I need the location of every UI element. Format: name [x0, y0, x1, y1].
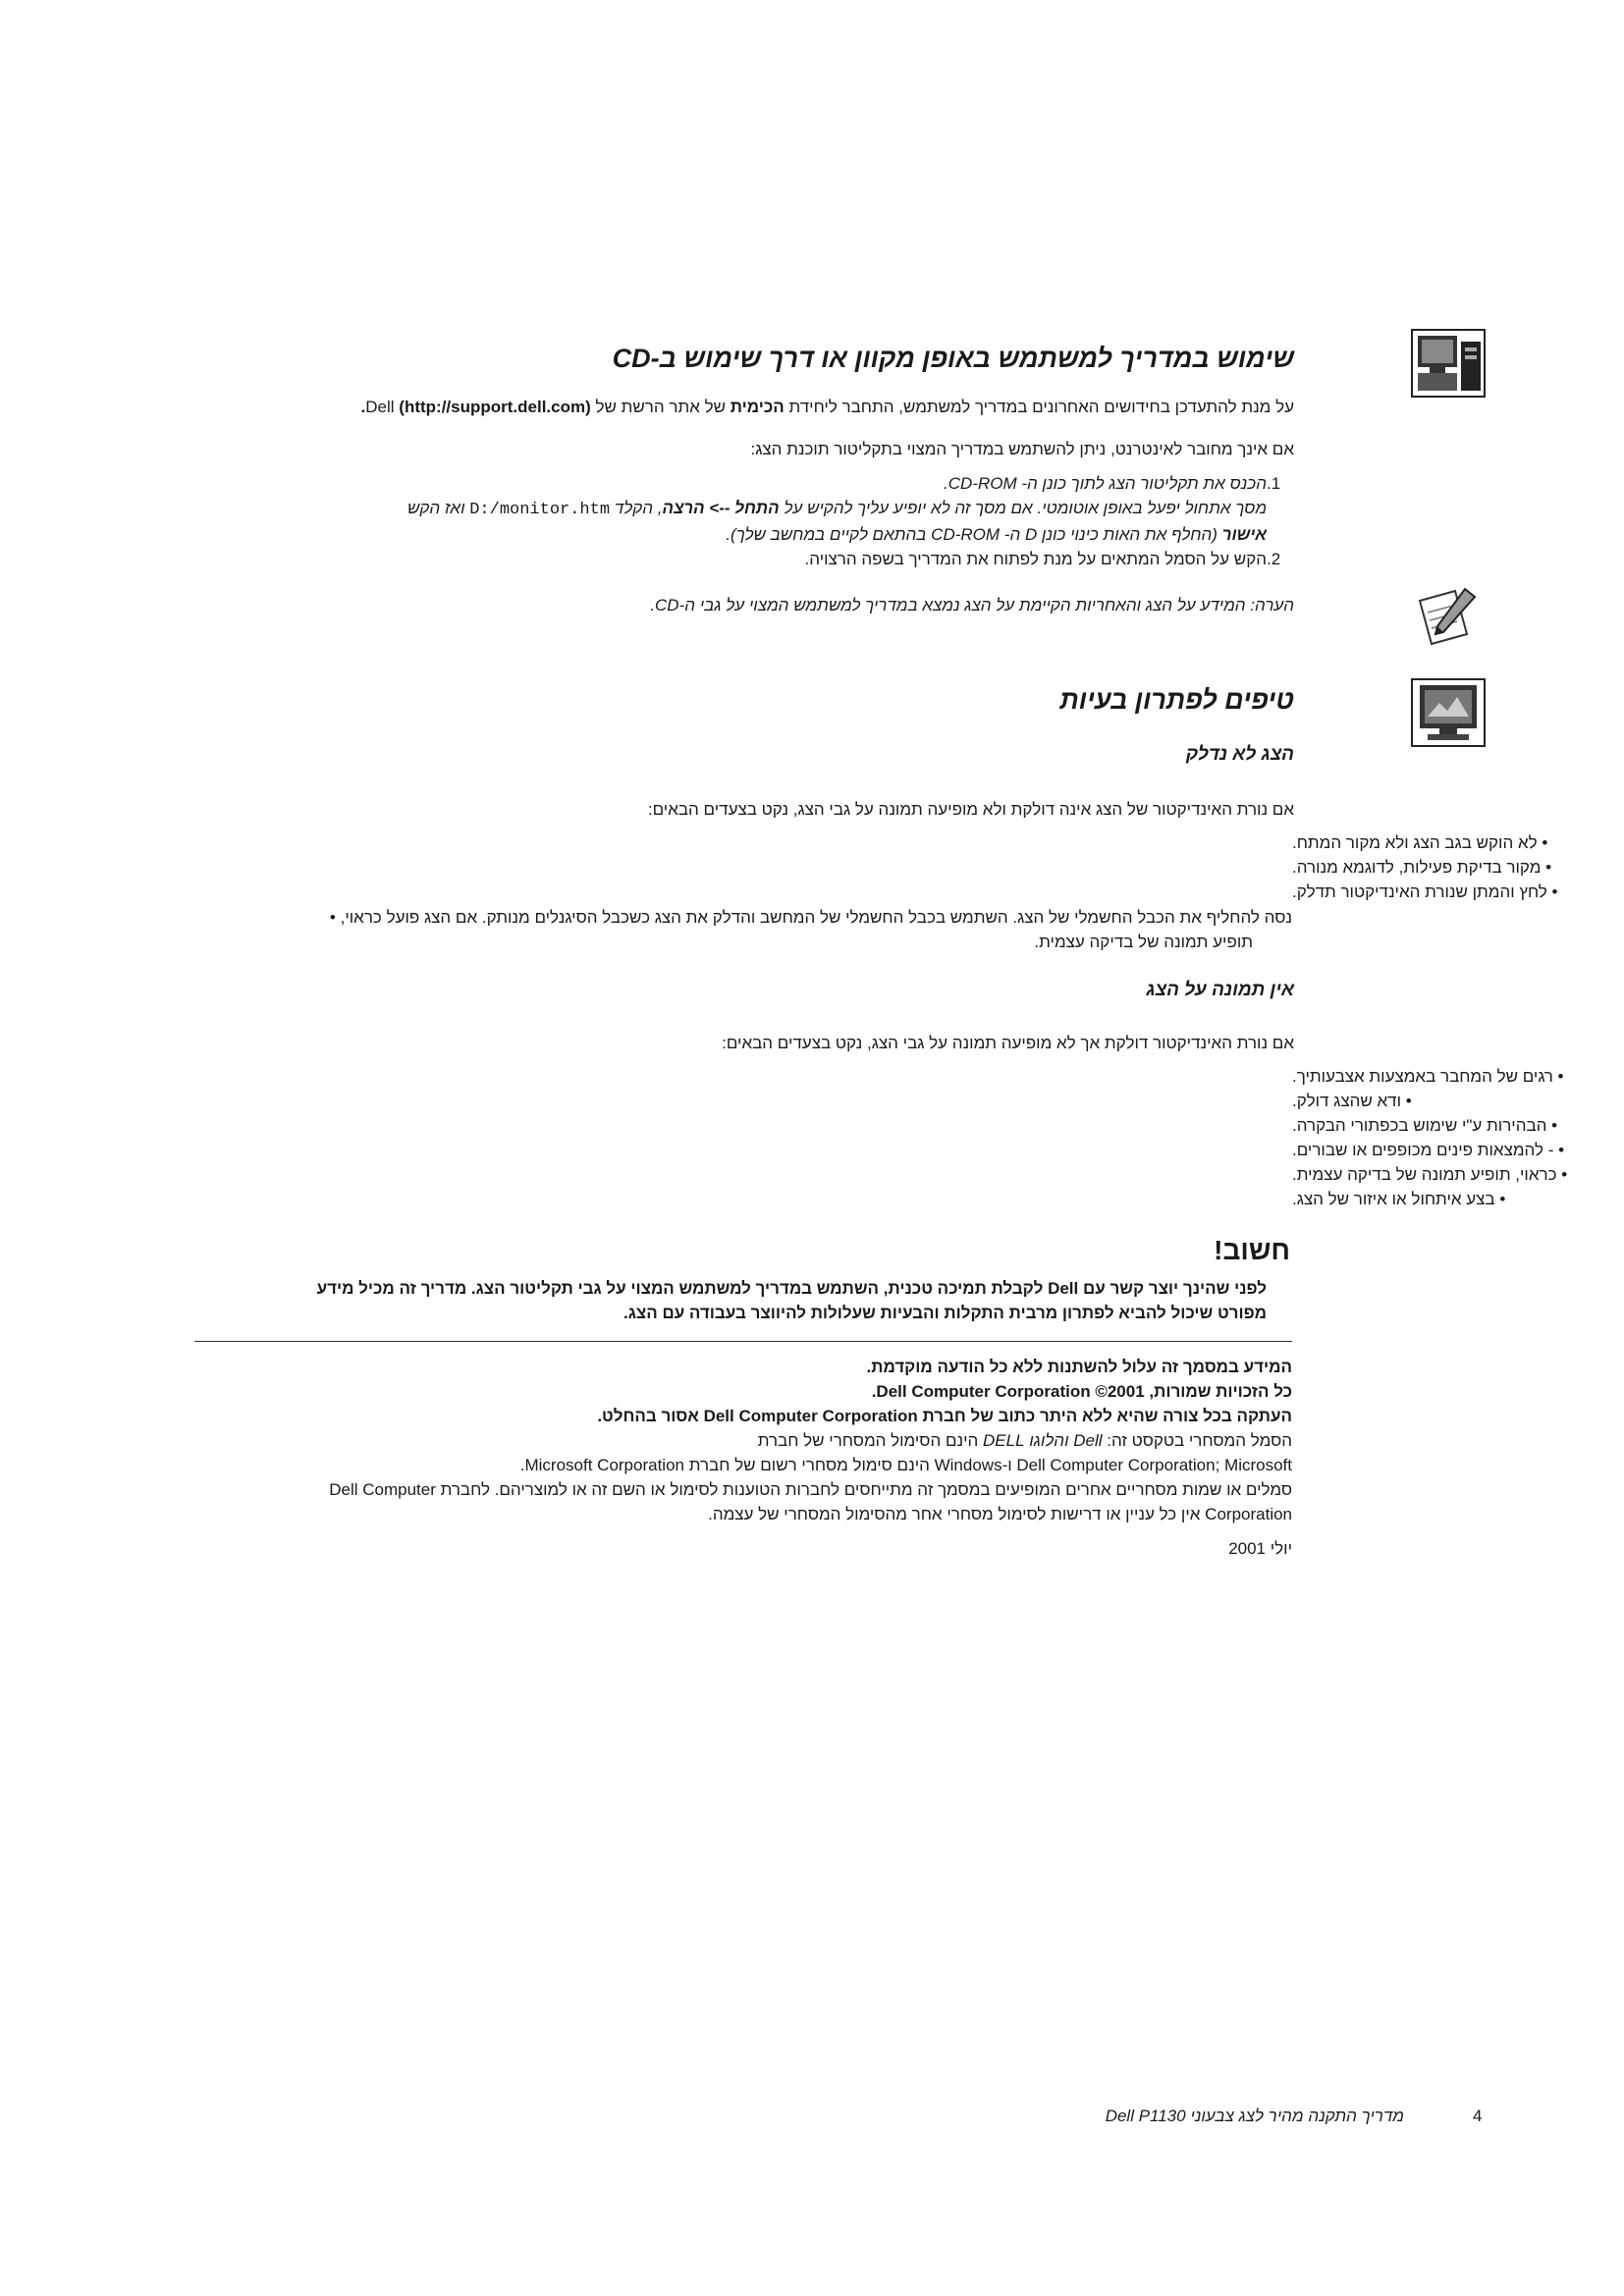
note-text: הערה: המידע על הצג והאחריות הקיימת על הצג נמצא במדריך למשתמש המצוי על גבי ה-CD. [650, 596, 1294, 614]
monitor-icon [1410, 677, 1487, 748]
sub1-lead: אם נורת האינדיקטור של הצג אינה דולקת ולא מופיעה תמונה על גבי הצג, נקט בצעדים הבאים: [647, 800, 1294, 819]
intro-text-before: על מנת להתעדכן בחידושים האחרונים במדריך למשתמש, התחבר ליחידת [784, 398, 1294, 416]
list-item: • ודא שהצג דולק. [1292, 1092, 1412, 1110]
sub2-bullet-text: הבהירות ע"י שימוש בכפתורי הבקרה. [1292, 1116, 1547, 1135]
step-1-line-2 [187, 496, 1294, 522]
section1-title: שימוש במדריך למשתמש באופן מקוון או דרך שימוש ב-CD [612, 344, 1294, 373]
sub2-bullet-text: כראוי, תופיע תמונה של בדיקה עצמית. [1292, 1165, 1557, 1184]
sub2-bullet-text: - להמצאות פינים מכופפים או שבורים. [1292, 1141, 1554, 1159]
step-1 [187, 471, 1294, 547]
sub2-bullet-text: ודא שהצג דולק. [1292, 1092, 1402, 1110]
legal-line-7: Corporation אין כל עניין או דרישות לסימול מסחרי אחר מהסימול המסחרי של עצמה. [708, 1505, 1292, 1523]
intro-paragraph [187, 395, 1294, 419]
legal-line-4 [187, 1428, 1292, 1453]
support-url[interactable]: (http://support.dell.com). [360, 398, 591, 416]
step-1-line-2-before: מסך אתחול יפעל באופן אוטומטי. אם מסך זה לא יופיע עליך להקיש על [779, 499, 1267, 517]
legal-line-4-after: הינם הסימול המסחרי של חברת [757, 1431, 984, 1450]
list-item: • כראוי, תופיע תמונה של בדיקה עצמית. [1292, 1165, 1568, 1184]
footer-title: מדריך התקנה מהיר לצג צבעוני Dell P1130 [1105, 2107, 1404, 2125]
list-item: • לחץ והמתן שנורת האינדיקטור תדלק. [1292, 882, 1558, 901]
monitor-path: D:/monitor.htm [469, 501, 611, 519]
computer-icon [1410, 328, 1487, 399]
legal-line-4-before: הסמל המסחרי בטקסט זה: [1102, 1431, 1292, 1450]
legal-line-3: העתקה בכל צורה שהיא ללא היתר כתוב של חברת Dell Computer Corporation אסור בהחלט. [597, 1407, 1292, 1425]
sub1-bullet-4-text: נסה להחליף את הכבל החשמלי של הצג. השתמש בכבל החשמלי של המחשב והדלק את הצג כשכבל הסיגנלים מנותק. אם הצג פועל כראוי, [340, 908, 1292, 927]
sub1-bullet-4 [98, 905, 1292, 954]
list-item: • רגים של המחבר באמצעות אצבעותיך. [1292, 1067, 1564, 1086]
step-1-line-2-after: ואז הקש [406, 499, 470, 517]
caution-line-2: מפורט שיכול להביא לפתרון מרבית התקלות והבעיות שעלולות להיווצר בעבודה עם הצג. [623, 1304, 1267, 1322]
start-run-label: התחל --> הרצה [662, 499, 780, 517]
legal-line-6: סמלים או שמות מסחריים אחרים המופיעים במסמך זה מתייחסים לחברות הטוענות לסימול או השם זה או למוצריהם. לחברת Dell Computer [329, 1480, 1292, 1499]
sub1-bullet-4-line-2 [98, 930, 1292, 954]
trademark-names: Dell והלוגו DELL [983, 1431, 1103, 1450]
sub1-bullet-list [1292, 830, 1616, 904]
sub2-bullet-text: רגים של המחבר באמצעות אצבעותיך. [1292, 1067, 1553, 1086]
step-1-line-1 [187, 471, 1294, 496]
sub2-title: אין תמונה על הצג [1146, 980, 1294, 1000]
step-2-number: 2. [1267, 550, 1281, 568]
sub1-bullet-4-line-1: נסה להחליף את הכבל החשמלי של הצג. השתמש בכבל החשמלי של המחשב והדלק את הצג כשכבל הסיגנלים מנותק. אם הצג פועל כראוי, • [329, 908, 1292, 927]
caution-line-1: לפני שהינך יוצר קשר עם Dell לקבלת תמיכה טכנית, השתמש במדריך למשתמש המצוי על גבי תקליטור הצג. מדריך זה מכיל מידע [316, 1279, 1267, 1298]
sub2-bullet-text: בצע איתחול או איזור של הצג. [1292, 1190, 1495, 1208]
caution-text [187, 1276, 1267, 1325]
step-2 [187, 547, 1294, 571]
list-item: • - להמצאות פינים מכופפים או שבורים. [1292, 1141, 1565, 1159]
caution-title: חשוב! [1214, 1235, 1290, 1265]
list-item: • מקור בדיקת פעילות, לדוגמא מנורה. [1292, 858, 1552, 877]
page-number: 4 [1473, 2107, 1483, 2125]
sub1-bullet-text: לחץ והמתן שנורת האינדיקטור תדלק. [1292, 882, 1547, 901]
step-1-line-3-text: (החלף את האות כינוי כונן D ה- CD-ROM בהתאם לקיים במחשב שלך). [726, 525, 1222, 544]
intro-text-after: של אתר הרשת של Dell [365, 398, 731, 416]
legal-line-1: המידע במסמך זה עלול להשתנות ללא כל הודעה מוקדמת. [866, 1358, 1292, 1376]
step-1-line-3 [187, 522, 1294, 547]
legal-block [187, 1355, 1292, 1561]
step-1-line-2-mid: , הקלד [610, 499, 663, 517]
section2-title: טיפים לפתרון בעיות [1059, 685, 1294, 715]
sub1-bullet-4-text-2: תופיע תמונה של בדיקה עצמית. [1034, 933, 1253, 951]
sub2-bullet-list [1292, 1064, 1616, 1211]
list-item: • לא הוקש בגב הצג ולא מקור המתח. [1292, 833, 1548, 852]
step-1-number: 1. [1267, 474, 1281, 493]
legal-line-5: Dell Computer Corporation; Microsoft ו-Windows הינם סימול מסחרי רשום של חברת Microsoft Corporation. [519, 1456, 1292, 1474]
sub2-lead: אם נורת האינדיקטור דולקת אך לא מופיעה תמונה על גבי הצג, נקט בצעדים הבאים: [722, 1034, 1294, 1052]
intro-bold: הכימית [730, 398, 785, 416]
step-2-text: הקש על הסמל המתאים על מנת לפתוח את המדריך בשפה הרצויה. [804, 550, 1267, 568]
step-1-text: הכנס את תקליטור הצג לתוך כונן ה- CD-ROM. [944, 474, 1267, 493]
sub1-bullet-text: לא הוקש בגב הצג ולא מקור המתח. [1292, 833, 1538, 852]
note-pencil-icon [1410, 583, 1481, 652]
divider [194, 1341, 1292, 1342]
sub1-title: הצג לא נדלק [1185, 744, 1294, 765]
sub1-bullet-text: מקור בדיקת פעילות, לדוגמא מנורה. [1292, 858, 1542, 877]
list-item: • הבהירות ע"י שימוש בכפתורי הבקרה. [1292, 1116, 1558, 1135]
copyright-line: כל הזכויות שמורות, Dell Computer Corporation ©2001. [871, 1382, 1292, 1401]
list-item: • בצע איתחול או איזור של הצג. [1292, 1190, 1506, 1208]
publication-date: יולי 2001 [1228, 1539, 1292, 1558]
ok-label: אישור [1221, 525, 1267, 544]
no-access-paragraph: אם אינך מחובר לאינטרנט, ניתן להשתמש במדריך המצוי בתקליטור תוכנת הצג: [750, 440, 1294, 458]
